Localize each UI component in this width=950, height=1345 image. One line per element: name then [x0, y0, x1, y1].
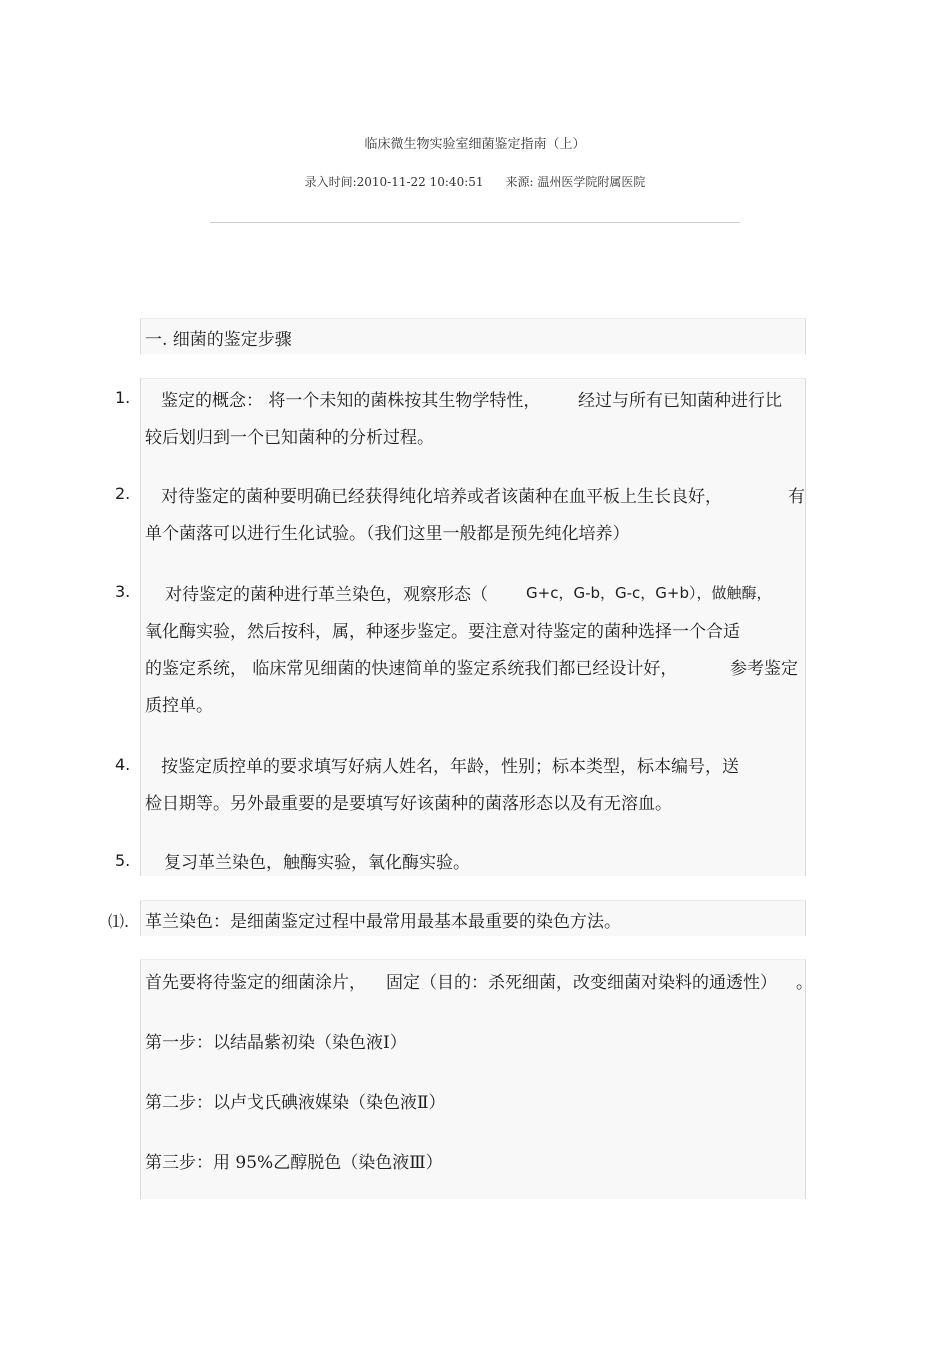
- gram-number: ⑴.: [108, 912, 130, 931]
- gram-step: 第一步：以结晶紫初染（染色液Ⅰ）: [145, 1033, 407, 1053]
- item-number: 3.: [115, 582, 131, 601]
- gram-intro: 。: [796, 973, 813, 993]
- item-text: G+c，G-b，G-c，G+b），做触酶，: [526, 584, 772, 602]
- item-text: 有: [788, 487, 805, 507]
- source: 温州医学院附属医院: [537, 175, 646, 189]
- entry-meta: [0, 173, 950, 190]
- item-text: 按鉴定质控单的要求填写好病人姓名，年龄，性别；标本类型，标本编号，送: [161, 757, 739, 777]
- item-text: 对待鉴定的菌种要明确已经获得纯化培养或者该菌种在血平板上生长良好，: [161, 487, 722, 507]
- item-text: 参考鉴定: [730, 659, 798, 679]
- source-label: 来源:: [505, 175, 534, 189]
- item-text: 经过与所有已知菌种进行比: [578, 391, 782, 411]
- entry-time-label: 录入时间: [304, 175, 353, 189]
- page-title: 临床微生物实验室细菌鉴定指南（上）: [364, 137, 586, 152]
- item-text: 氧化酶实验，然后按科，属，种逐步鉴定。要注意对待鉴定的菌种选择一个合适: [145, 622, 740, 642]
- entry-time: :2010-11-22 10:40:51: [352, 175, 484, 189]
- item-text: 较后划归到一个已知菌种的分析过程。: [145, 428, 434, 448]
- gram-step: 第二步：以卢戈氏碘液媒染（染色液Ⅱ）: [145, 1093, 446, 1113]
- gram-heading: 革兰染色：是细菌鉴定过程中最常用最基本最重要的染色方法。: [145, 912, 621, 932]
- item-text: 鉴定的概念： 将一个未知的菌株按其生物学特性，: [161, 391, 541, 411]
- item-number: 2.: [115, 484, 131, 503]
- section-heading: 一. 细菌的鉴定步骤: [145, 330, 292, 350]
- gram-intro: 首先要将待鉴定的细菌涂片，: [145, 973, 366, 993]
- item-text: 的鉴定系统， 临床常见细菌的快速简单的鉴定系统我们都已经设计好，: [145, 659, 678, 679]
- item-number: 4.: [115, 755, 131, 774]
- gram-intro: 固定（目的：杀死细菌，改变细菌对染料的通透性）: [386, 973, 777, 993]
- item-text: 复习革兰染色，触酶实验，氧化酶实验。: [164, 853, 470, 873]
- gram-step: 第三步：用 95%乙醇脱色（染色液Ⅲ）: [145, 1153, 443, 1173]
- item-text: 单个菌落可以进行生化试验。（我们这里一般都是预先纯化培养）: [145, 524, 630, 544]
- item-text: 对待鉴定的菌种进行革兰染色，观察形态（: [165, 585, 488, 605]
- item-number: 5.: [115, 851, 131, 870]
- divider: [210, 222, 740, 223]
- item-number: 1.: [115, 388, 131, 407]
- item-text: 质控单。: [145, 696, 213, 716]
- item-text: 检日期等。另外最重要的是要填写好该菌种的菌落形态以及有无溶血。: [145, 794, 672, 814]
